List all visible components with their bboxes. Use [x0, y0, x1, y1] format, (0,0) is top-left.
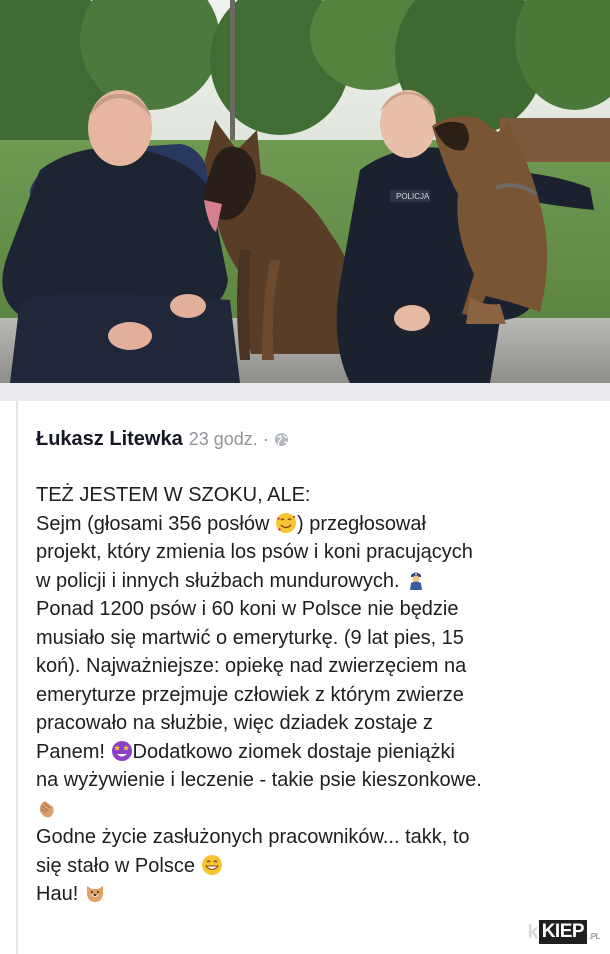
smiling-face-with-hearts-icon	[275, 512, 297, 534]
text-line: pracowało na służbie, więc dziadek zostaje z	[36, 712, 433, 734]
text-line: musiało się martwić o emeryturkę. (9 lat pies, 15	[36, 626, 464, 649]
separator-bar	[0, 383, 610, 401]
post-time[interactable]: 23 godz.	[188, 429, 258, 449]
police-patch: POLICJA	[396, 192, 430, 201]
text-line	[36, 852, 596, 881]
text-segment: ) przegłosował	[297, 512, 426, 535]
text-line: Ponad 1200 psów i 60 koni w Polsce nie będzie	[36, 598, 459, 620]
text-line: Godne życie zasłużonych pracowników... takk, to	[36, 826, 470, 848]
text-line: TEŻ JESTEM W SZOKU, ALE:	[36, 484, 311, 506]
post-body	[16, 401, 610, 954]
facebook-post	[0, 401, 610, 954]
grinning-face-icon	[201, 854, 223, 876]
author-name[interactable]: Łukasz Litewka	[36, 428, 183, 450]
text-segment: w policji i innych służbach mundurowych.	[36, 569, 400, 592]
post-photo[interactable]	[0, 0, 610, 383]
meta-separator: ·	[262, 429, 269, 449]
text-line	[36, 880, 596, 909]
watermark-logo: KIEP	[539, 920, 587, 944]
text-line: na wyżywienie i leczenie - takie psie kieszonkowe.	[36, 769, 482, 791]
text-segment: się stało w Polsce	[36, 854, 195, 877]
dog-face-icon	[84, 882, 106, 904]
text-line	[36, 510, 596, 539]
text-segment: Hau!	[36, 883, 79, 905]
text-segment: Panem!	[36, 740, 105, 763]
globe-icon	[274, 432, 289, 447]
text-line	[36, 567, 596, 596]
police-officer-icon	[405, 569, 427, 591]
post-header	[36, 428, 289, 456]
watermark-tld: .PL	[589, 932, 600, 941]
star-struck-icon	[111, 740, 133, 762]
kiep-watermark	[528, 920, 600, 944]
post-text	[36, 481, 596, 909]
text-line	[36, 795, 596, 824]
text-line: koń). Najważniejsze: opiekę nad zwierzęciem na	[36, 655, 467, 677]
text-segment: Sejm (głosami 356 posłów	[36, 512, 270, 535]
text-segment: Dodatkowo ziomek dostaje pieniążki	[132, 740, 455, 763]
police-dogs-photo	[0, 0, 610, 383]
watermark-k: k	[527, 922, 538, 943]
text-line: emeryturze przejmuje człowiek z którym zwierze	[36, 683, 464, 706]
text-line	[36, 738, 596, 767]
clapping-hands-icon	[36, 797, 58, 819]
text-line: projekt, który zmienia los psów i koni pracujących	[36, 541, 473, 563]
